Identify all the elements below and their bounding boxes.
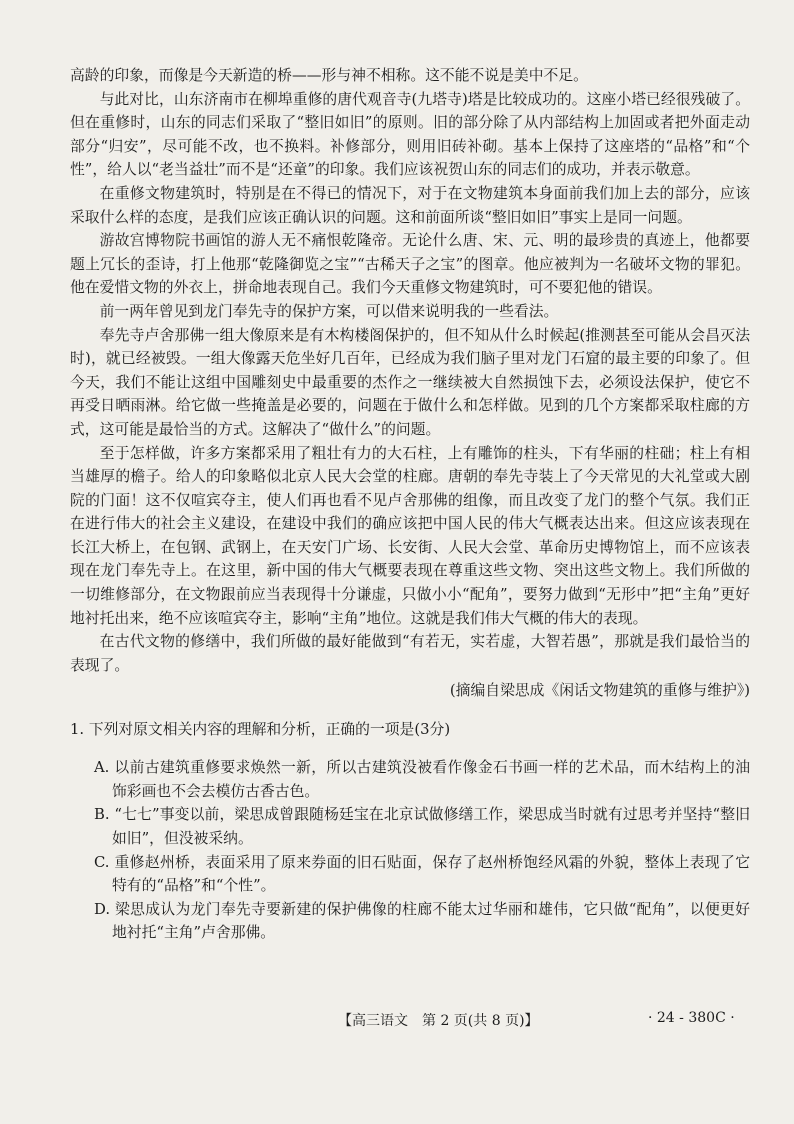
footer-page-info: 【高三语文 第 2 页(共 8 页)】 — [338, 1013, 539, 1029]
option-a: A. 以前古建筑重修要求焕然一新，所以古建筑没被看作像金石书画一样的艺术品，而木结构上的油饰彩画也不会去模仿古香古色。 — [94, 759, 750, 800]
paragraph: 高龄的印象，而像是今天新造的桥——形与神不相称。这不能不说是美中不足。 — [70, 67, 588, 84]
option-c: C. 重修赵州桥，表面采用了原来券面的旧石贴面，保存了赵州桥饱经风霜的外貌，整体上表现了它特有的“品格”和“个性”。 — [94, 853, 750, 895]
question-1 — [70, 718, 750, 945]
paragraph: 奉先寺卢舍那佛一组大像原来是有木构楼阁保护的，但不知从什么时候起(推测甚至可能从会昌灭法时)，就已经被毁。一组大像露天危坐好几百年，已经成为我们脑子里对龙门石窟的最主要的印象了。但今天，我们不能让这组中国雕刻史中最重要的杰作之一继续被大自然损蚀下去，必须设法保护，使它不再受日晒雨淋。给它做一些掩盖是必要的，问题在于做什么和怎样做。见到的几个方案都采取柱廊的方式，这可能是最恰当的方式。这解决了“做什么”的问题。 — [70, 326, 750, 438]
paragraph: 至于怎样做，许多方案都采用了粗壮有力的大石柱，上有雕饰的柱头，下有华丽的柱础；柱上有相当雄厚的檐子。给人的印象略似北京人民大会堂的柱廊。唐朝的奉先寺装上了今天常见的大礼堂或大剧院的门面！这不仅喧宾夺主，使人们再也看不见卢舍那佛的组像，而且改变了龙门的整个气氛。我们正在进行伟大的社会主义建设，在建设中我们的确应该把中国人民的伟大气概表达出来。但这应该表现在长江大桥上，在包钢、武钢上，在天安门广场、长安街、人民大会堂、革命历史博物馆上，而不应该表现在龙门奉先寺上。在这里，新中国的伟大气概要表现在尊重这些文物、突出这些文物上。我们所做的一切维修部分，在文物跟前应当表现得十分谦虚，只做小小“配角”，要努力做到“无形中”把“主角”更好地衬托出来，绝不应该喧宾夺主，影响“主角”地位。这就是我们伟大气概的伟大的表现。 — [70, 444, 750, 627]
paragraph: 在重修文物建筑时，特别是在不得已的情况下，对于在文物建筑本身面前我们加上去的部分，应该采取什么样的态度，是我们应该正确认识的问题。这和前面所谈“整旧如旧”事实上是同一问题。 — [70, 184, 750, 226]
article-source: (摘编自梁思成《闲话文物建筑的重修与维护》) — [449, 682, 750, 700]
paragraph: 前一两年曾见到龙门奉先寺的保护方案，可以借来说明我的一些看法。 — [99, 302, 559, 320]
option-b: B. “七七”事变以前，梁思成曾跟随杨廷宝在北京试做修缮工作，梁思成当时就有过思考并坚持“整旧如旧”，但没被采纳。 — [94, 806, 750, 847]
paragraph: 游故宫博物院书画馆的游人无不痛恨乾隆帝。无论什么唐、宋、元、明的最珍贵的真迹上，他都要题上冗长的歪诗，打上他那“乾隆御览之宝”“古稀天子之宝”的图章。他应被判为一名破坏文物的罪犯。他在爱惜文物的外衣上，拼命地表现自己。我们今天重修文物建筑时，可不要犯他的错误。 — [70, 232, 750, 297]
document-body — [70, 64, 750, 945]
paragraph: 与此对比，山东济南市在柳埠重修的唐代观音寺(九塔寺)塔是比较成功的。这座小塔已经很残破了。但在重修时，山东的同志们采取了“整旧如旧”的原则。旧的部分除了从内部结构上加固或者把外面走动部分“归安”，尽可能不改，也不换料。补修部分，则用旧砖补砌。基本上保持了这座塔的“品格”和“个性”，给人以“老当益壮”而不是“还童”的印象。我们应该祝贺山东的同志们的成功，并表示敬意。 — [70, 90, 750, 179]
page-footer — [0, 1010, 794, 1034]
paragraph: 在古代文物的修缮中，我们所做的最好能做到“有若无，实若虚，大智若愚”，那就是我们最恰当的表现了。 — [70, 633, 750, 674]
option-d: D. 梁思成认为龙门奉先寺要新建的保护佛像的柱廊不能太过华丽和雄伟，它只做“配角”，以便更好地衬托“主角”卢舍那佛。 — [94, 900, 750, 942]
footer-code: · 24 - 380C · — [648, 1010, 735, 1026]
question-stem: 1. 下列对原文相关内容的理解和分析，正确的一项是(3分) — [70, 720, 451, 738]
